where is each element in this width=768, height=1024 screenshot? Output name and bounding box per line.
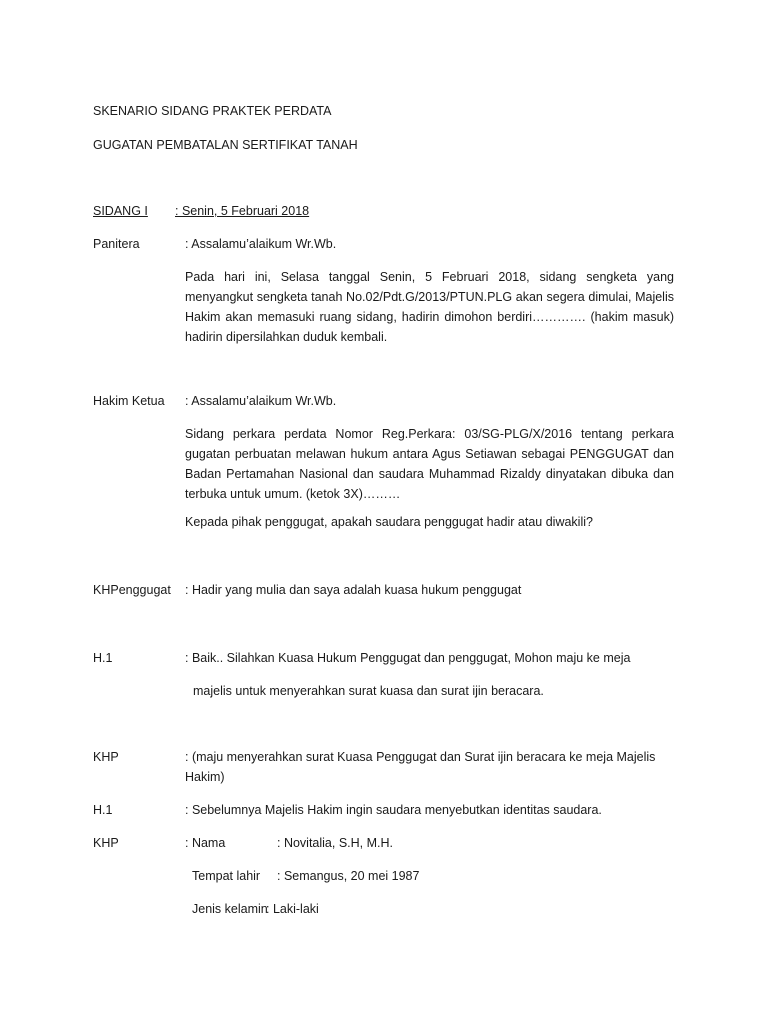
h1-line1: : Baik.. Silahkan Kuasa Hukum Penggugat dan penggugat, Mohon maju ke meja bbox=[185, 651, 631, 665]
hakim-question: Kepada pihak penggugat, apakah saudara penggugat hadir atau diwakili? bbox=[185, 515, 593, 529]
speaker-panitera: Panitera bbox=[93, 237, 140, 251]
hakim-greeting: : Assalamu’alaikum Wr.Wb. bbox=[185, 394, 337, 408]
nama-label: : Nama bbox=[185, 836, 226, 850]
speaker-h1-second: H.1 bbox=[93, 803, 113, 817]
tempat-lahir-value: : Semangus, 20 mei 1987 bbox=[277, 869, 420, 883]
jenis-kelamin-value: : Laki-laki bbox=[266, 902, 319, 916]
jenis-kelamin-label: Jenis kelamin bbox=[192, 902, 268, 916]
doc-subtitle: GUGATAN PEMBATALAN SERTIFIKAT TANAH bbox=[93, 138, 358, 152]
nama-value: : Novitalia, S.H, M.H. bbox=[277, 836, 393, 850]
speaker-hakim-ketua: Hakim Ketua bbox=[93, 394, 165, 408]
hakim-paragraph: Sidang perkara perdata Nomor Reg.Perkara: 03/SG-PLG/X/2016 tentang perkara gugatan perbuatan melawan hukum antara Agus Setiawan sebagai PENGGUGAT dan Badan Pertamahan Nasional dan saudara Muhammad Rizaldy dinyatakan dibuka dan terbuka untuk umum. (ketok 3X)……… bbox=[185, 427, 674, 501]
khpenggugat-text: : Hadir yang mulia dan saya adalah kuasa hukum penggugat bbox=[185, 583, 522, 597]
speaker-khp: KHP bbox=[93, 750, 119, 764]
tempat-lahir-label: Tempat lahir bbox=[192, 869, 261, 883]
khp-line1: : (maju menyerahkan surat Kuasa Penggugat dan Surat ijin beracara ke meja Majelis bbox=[185, 750, 656, 764]
khp-line2: Hakim) bbox=[185, 770, 225, 784]
h1-identity-request: : Sebelumnya Majelis Hakim ingin saudara menyebutkan identitas saudara. bbox=[185, 803, 602, 817]
speaker-h1: H.1 bbox=[93, 651, 113, 665]
doc-title: SKENARIO SIDANG PRAKTEK PERDATA bbox=[93, 104, 332, 118]
session-date: : Senin, 5 Februari 2018 bbox=[175, 204, 310, 218]
panitera-paragraph: Pada hari ini, Selasa tanggal Senin, 5 Februari 2018, sidang sengketa yang menyangkut sengketa tanah No.02/Pdt.G/2013/PTUN.PLG akan segera dimulai, Majelis Hakim akan memasuki ruang sidang, hadirin dimohon berdiri…………. (hakim masuk) hadirin dipersilahkan duduk kembali. bbox=[185, 270, 674, 344]
panitera-greeting: : Assalamu’alaikum Wr.Wb. bbox=[185, 237, 337, 251]
session-label: SIDANG I bbox=[93, 204, 148, 218]
speaker-khp-second: KHP bbox=[93, 836, 119, 850]
speaker-khpenggugat: KHPenggugat bbox=[93, 583, 171, 597]
h1-line2: majelis untuk menyerahkan surat kuasa dan surat ijin beracara. bbox=[193, 684, 544, 698]
